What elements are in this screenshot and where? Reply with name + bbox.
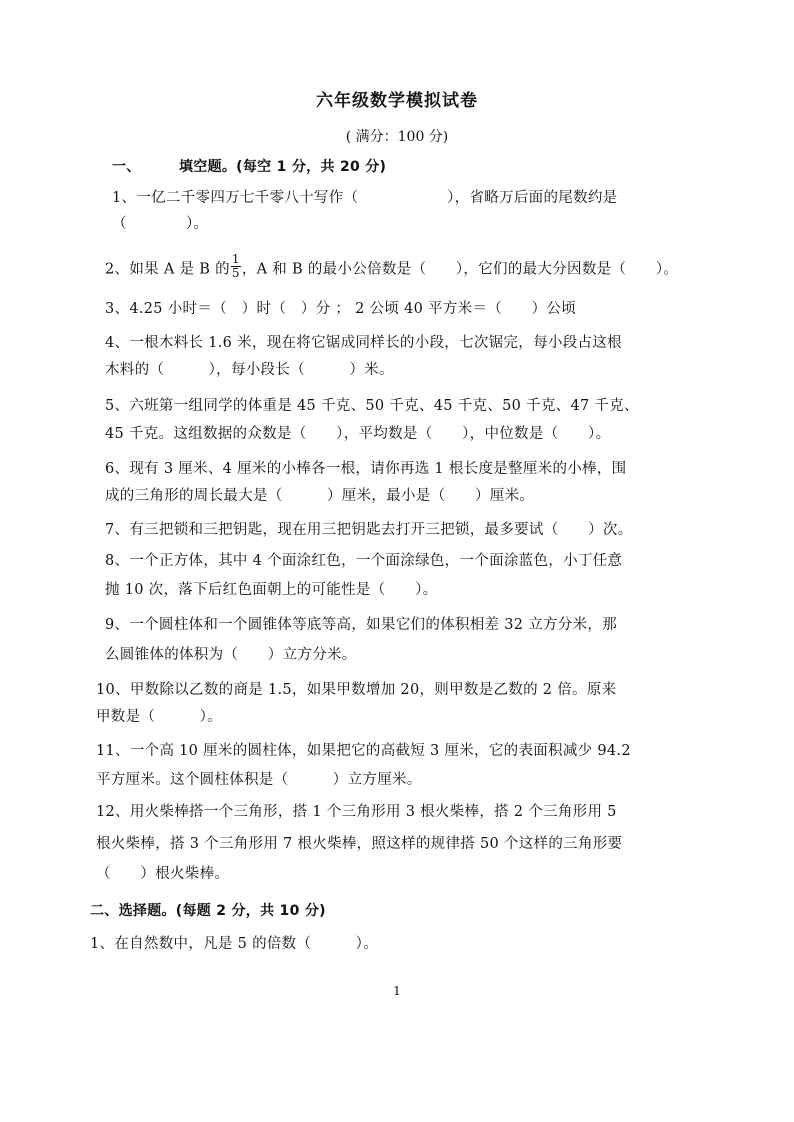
question-12-line-3: （ ）根火柴棒。 bbox=[96, 866, 230, 882]
section1-header bbox=[112, 157, 386, 177]
question-2 bbox=[105, 252, 679, 283]
question-5-line-2: 45 千克。这组数据的众数是（ ），平均数是（ ），中位数是（ ）。 bbox=[105, 426, 611, 442]
fraction-denominator: 5 bbox=[231, 266, 240, 280]
question-2-suffix: ，A 和 B 的最小公倍数是（ ），它们的最大分因数是（ ）。 bbox=[241, 261, 679, 278]
page-number: 1 bbox=[393, 984, 401, 998]
page-title: 六年级数学模拟试卷 bbox=[316, 91, 478, 111]
question-4-line-2: 木料的（ ），每小段长（ ）米。 bbox=[105, 362, 394, 378]
section2-question-1: 1、在自然数中，凡是 5 的倍数（ ）。 bbox=[90, 936, 379, 952]
question-1-line-2: （ ）。 bbox=[112, 216, 209, 232]
question-11-line-1: 11、一个高 10 厘米的圆柱体，如果把它的高截短 3 厘米，它的表面积减少 94.2 bbox=[96, 743, 631, 759]
question-6-line-2: 成的三角形的周长最大是（ ）厘米，最小是（ ）厘米。 bbox=[105, 488, 535, 504]
question-8-line-2: 抛 10 次，落下后红色面朝上的可能性是（ ）。 bbox=[105, 582, 438, 598]
full-score-note: ( 满分：100 分) bbox=[345, 129, 449, 145]
section1-title: 填空题。(每空 1 分，共 20 分) bbox=[178, 159, 387, 175]
section1-number: 一、 bbox=[112, 159, 141, 175]
question-12-line-1: 12、用火柴棒搭一个三角形，搭 1 个三角形用 3 根火柴棒，搭 2 个三角形用 5 bbox=[96, 804, 617, 820]
question-6-line-1: 6、现有 3 厘米、4 厘米的小棒各一根，请你再选 1 根长度是整厘米的小棒，围 bbox=[105, 461, 627, 477]
question-11-line-2: 平方厘米。这个圆柱体积是（ ）立方厘米。 bbox=[96, 772, 422, 788]
question-1-line-1: 1、一亿二千零四万七千零八十写作（ ），省略万后面的尾数约是 bbox=[112, 190, 618, 206]
question-2-prefix: 2、如果 A 是 B 的 bbox=[105, 261, 230, 278]
question-8-line-1: 8、一个正方体，其中 4 个面涂红色，一个面涂绿色，一个面涂蓝色，小丁任意 bbox=[105, 553, 623, 569]
question-10-line-1: 10、甲数除以乙数的商是 1.5，如果甲数增加 20，则甲数是乙数的 2 倍。原来 bbox=[96, 682, 617, 698]
question-7: 7、有三把锁和三把钥匙，现在用三把钥匙去打开三把锁，最多要试（ ）次。 bbox=[105, 522, 633, 538]
question-3: 3、4.25 小时＝（ ）时（ ）分 ； 2 公顷 40 平方米＝（ ）公顷 bbox=[105, 301, 577, 317]
question-5-line-1: 5、六班第一组同学的体重是 45 千克、50 千克、45 千克、50 千克、47 千克、 bbox=[105, 398, 639, 414]
question-9-line-2: 么圆锥体的体积为（ ）立方分米。 bbox=[105, 647, 357, 663]
question-4-line-1: 4、一根木料长 1.6 米，现在将它锯成同样长的小段，七次锯完，每小段占这根 bbox=[105, 335, 622, 351]
fraction-one-fifth bbox=[231, 253, 241, 280]
question-12-line-2: 根火柴棒，搭 3 个三角形用 7 根火柴棒，照这样的规律搭 50 个这样的三角形要 bbox=[96, 836, 623, 852]
section2-header: 二、选择题。(每题 2 分，共 10 分) bbox=[90, 903, 326, 919]
question-9-line-1: 9、一个圆柱体和一个圆锥体等底等高，如果它们的体积相差 32 立方分米，那 bbox=[105, 617, 617, 633]
question-10-line-2: 甲数是（ ）。 bbox=[96, 709, 222, 725]
fraction-numerator: 1 bbox=[231, 252, 240, 266]
